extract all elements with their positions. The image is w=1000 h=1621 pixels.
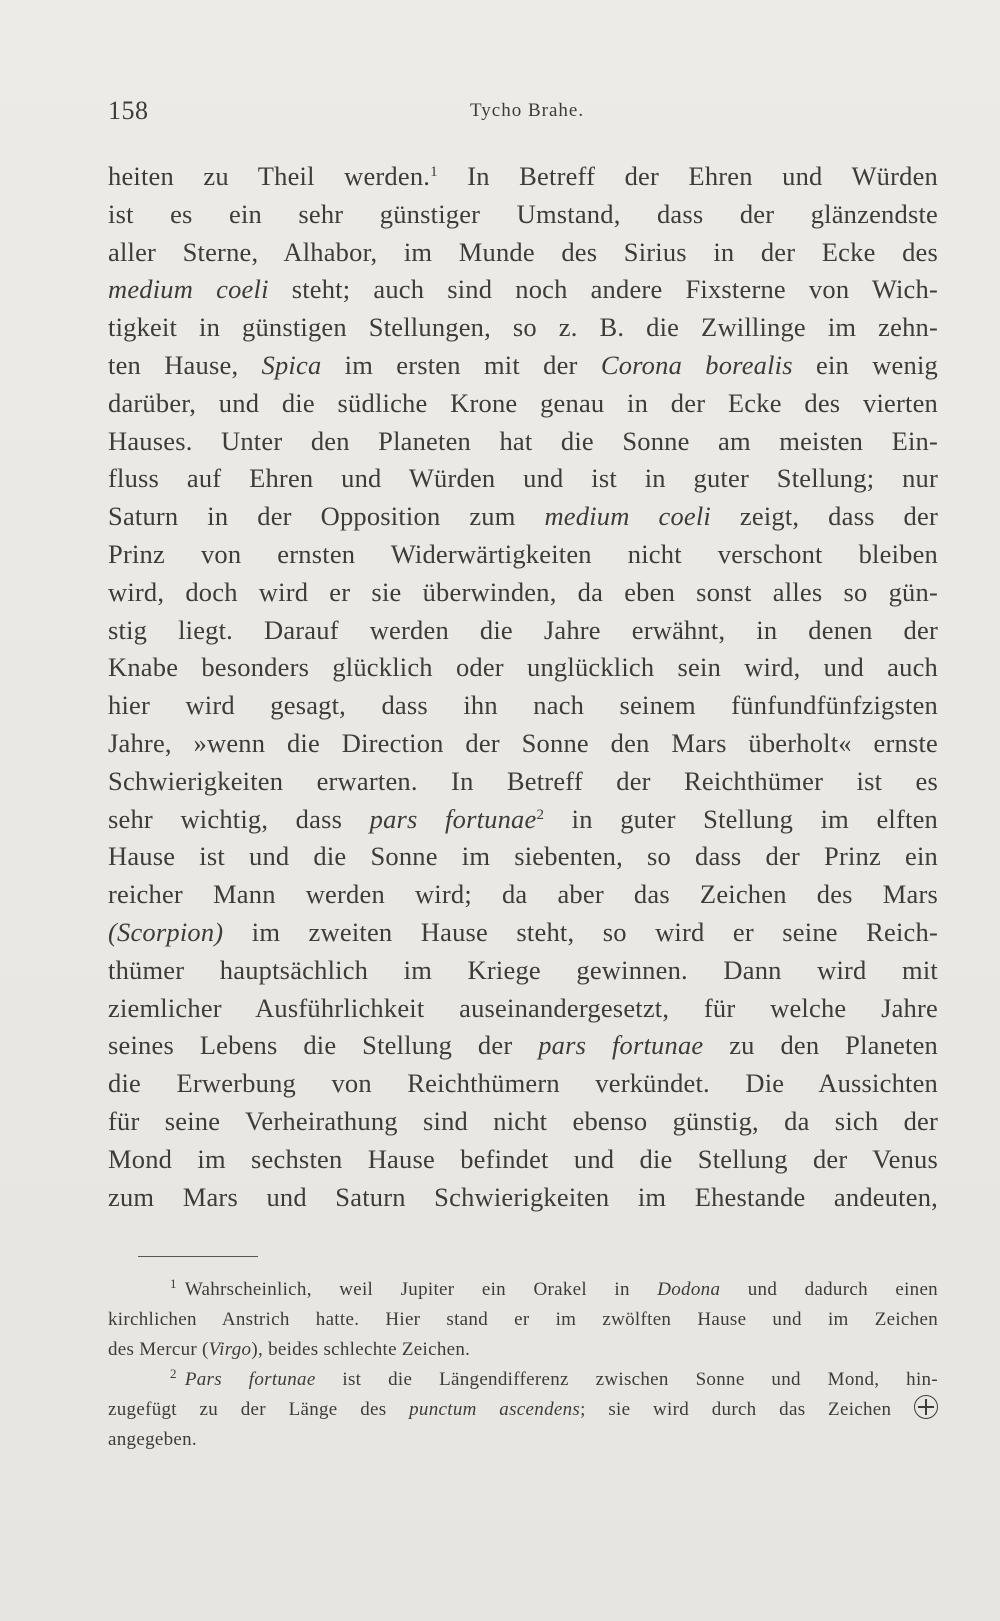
text-run: die Erwerbung von Reichthümern verkündet. Die Aussichten — [108, 1068, 938, 1099]
text-run: ten Hause, — [108, 349, 262, 380]
footnote-line — [108, 1365, 938, 1395]
italic-term: punctum ascendens — [409, 1399, 581, 1420]
text-line — [108, 574, 938, 612]
footnote-reference: 2 — [536, 806, 545, 823]
text-run: zeigt, dass der — [711, 501, 938, 532]
text-run: zugefügt zu der Länge des — [108, 1399, 410, 1420]
italic-term: (Scorpion) — [108, 916, 224, 947]
text-line — [108, 196, 938, 234]
text-run: Hause ist und die Sonne im siebenten, so dass der Prinz ein — [108, 841, 938, 872]
footnote-line — [108, 1395, 938, 1425]
text-run: in guter Stellung im elften — [544, 803, 938, 834]
italic-term: Pars fortunae — [184, 1369, 316, 1390]
footnotes — [108, 1275, 938, 1455]
text-run: tigkeit in günstigen Stellungen, so z. B. die Zwillinge im zehn- — [108, 312, 938, 343]
text-run: im ersten mit der — [321, 349, 601, 380]
text-run: Saturn in der Opposition zum — [108, 501, 545, 532]
pars-fortunae-sign-icon — [914, 1395, 938, 1419]
text-line — [108, 271, 938, 309]
italic-term: Corona borealis — [600, 349, 793, 380]
text-line — [108, 536, 938, 574]
footnote-1 — [108, 1275, 938, 1365]
text-run: Schwierigkeiten erwarten. In Betreff der Reichthümer ist es — [108, 765, 938, 796]
text-line — [108, 460, 938, 498]
italic-term: medium coeli — [544, 501, 711, 532]
text-run: ), beides schlechte Zeichen. — [251, 1339, 471, 1360]
text-run: seines Lebens die Stellung der — [108, 1030, 539, 1061]
text-line — [108, 876, 938, 914]
italic-term: pars fortunae — [369, 803, 537, 834]
text-run: ziemlicher Ausführlichkeit auseinandergesetzt, für welche Jahre — [108, 992, 938, 1023]
italic-term: Virgo — [208, 1339, 252, 1360]
text-run: des Mercur ( — [108, 1339, 209, 1360]
text-run: In Betreff der Ehren und Würden — [437, 161, 938, 191]
body-text — [108, 158, 938, 1216]
italic-term: Spica — [261, 349, 322, 380]
text-run: kirchlichen Anstrich hatte. Hier stand er im zwölften Hause und im Zeichen — [108, 1309, 938, 1330]
text-run: reicher Mann werden wird; da aber das Zeichen des Mars — [108, 879, 938, 910]
text-run: Hauses. Unter den Planeten hat die Sonne am meisten Ein- — [108, 425, 938, 456]
text-run: angegeben. — [108, 1429, 197, 1450]
text-line — [108, 1065, 938, 1103]
text-run: Mond im sechsten Hause befindet und die Stellung der Venus — [108, 1143, 938, 1174]
text-run: ; sie wird durch das Zeichen — [580, 1399, 915, 1420]
text-run: steht; auch sind noch andere Fixsterne von Wich- — [268, 274, 938, 305]
text-run: darüber, und die südliche Krone genau in der Ecke des vierten — [108, 387, 938, 418]
text-line — [108, 1141, 938, 1179]
running-title: Tycho Brahe. — [470, 100, 585, 121]
text-run: zu den Planeten — [703, 1030, 938, 1061]
text-line — [108, 498, 938, 536]
italic-term: medium coeli — [108, 274, 269, 305]
text-run: fluss auf Ehren und Würden und ist in guter Stellung; nur — [108, 463, 938, 494]
text-line — [108, 990, 938, 1028]
text-line — [108, 423, 938, 461]
footnote-reference: 1 — [430, 164, 438, 180]
text-line — [108, 725, 938, 763]
text-line — [108, 347, 938, 385]
text-line — [108, 801, 938, 839]
text-line — [108, 158, 938, 196]
text-run: für seine Verheirathung sind nicht ebenso günstig, da sich der — [108, 1105, 938, 1136]
text-run: Knabe besonders glücklich oder unglücklich sein wird, und auch — [108, 652, 938, 683]
text-run: im zweiten Hause steht, so wird er seine Reich- — [223, 916, 938, 947]
footnote-number: 1 — [170, 1276, 177, 1291]
text-line — [108, 914, 938, 952]
text-run: zum Mars und Saturn Schwierigkeiten im Ehestande andeuten, — [108, 1181, 938, 1212]
footnote-line — [108, 1335, 938, 1365]
text-line — [108, 687, 938, 725]
text-run: thümer hauptsächlich im Kriege gewinnen. Dann wird mit — [108, 954, 938, 985]
text-line — [108, 1179, 938, 1217]
footnote-line — [108, 1275, 938, 1305]
text-run: ein wenig — [792, 349, 938, 380]
text-run: sehr wichtig, dass — [108, 803, 370, 834]
text-line — [108, 1103, 938, 1141]
text-run: Wahrscheinlich, weil Jupiter ein Orakel in — [184, 1279, 658, 1300]
text-run: ist es ein sehr günstiger Umstand, dass der glänzendste — [108, 198, 938, 229]
italic-term: pars fortunae — [538, 1030, 704, 1061]
text-run: stig liegt. Darauf werden die Jahre erwähnt, in denen der — [108, 614, 938, 645]
footnote-2 — [108, 1365, 938, 1455]
text-run: und dadurch einen — [720, 1279, 938, 1300]
text-run: hier wird gesagt, dass ihn nach seinem fünfundfünfzigsten — [108, 690, 938, 721]
text-line — [108, 952, 938, 990]
footnote-divider — [138, 1256, 258, 1257]
text-line — [108, 649, 938, 687]
text-run: ist die Längendifferenz zwischen Sonne und Mond, hin- — [315, 1369, 938, 1390]
text-run: heiten zu Theil werden. — [108, 161, 431, 191]
text-line — [108, 763, 938, 801]
page-number: 158 — [108, 96, 149, 125]
text-run: wird, doch wird er sie überwinden, da eben sonst alles so gün- — [108, 576, 938, 607]
italic-term: Dodona — [657, 1279, 721, 1300]
footnote-number: 2 — [170, 1366, 177, 1381]
text-line — [108, 385, 938, 423]
text-line — [108, 838, 938, 876]
text-run: aller Sterne, Alhabor, im Munde des Sirius in der Ecke des — [108, 236, 938, 267]
text-line — [108, 1027, 938, 1065]
text-line — [108, 234, 938, 272]
text-line — [108, 309, 938, 347]
text-run: Jahre, »wenn die Direction der Sonne den Mars überholt« ernste — [108, 727, 938, 758]
footnote-line — [108, 1305, 938, 1335]
running-head — [108, 96, 938, 136]
text-line — [108, 612, 938, 650]
text-run: Prinz von ernsten Widerwärtigkeiten nicht verschont bleiben — [108, 538, 938, 569]
footnote-line — [108, 1425, 938, 1455]
